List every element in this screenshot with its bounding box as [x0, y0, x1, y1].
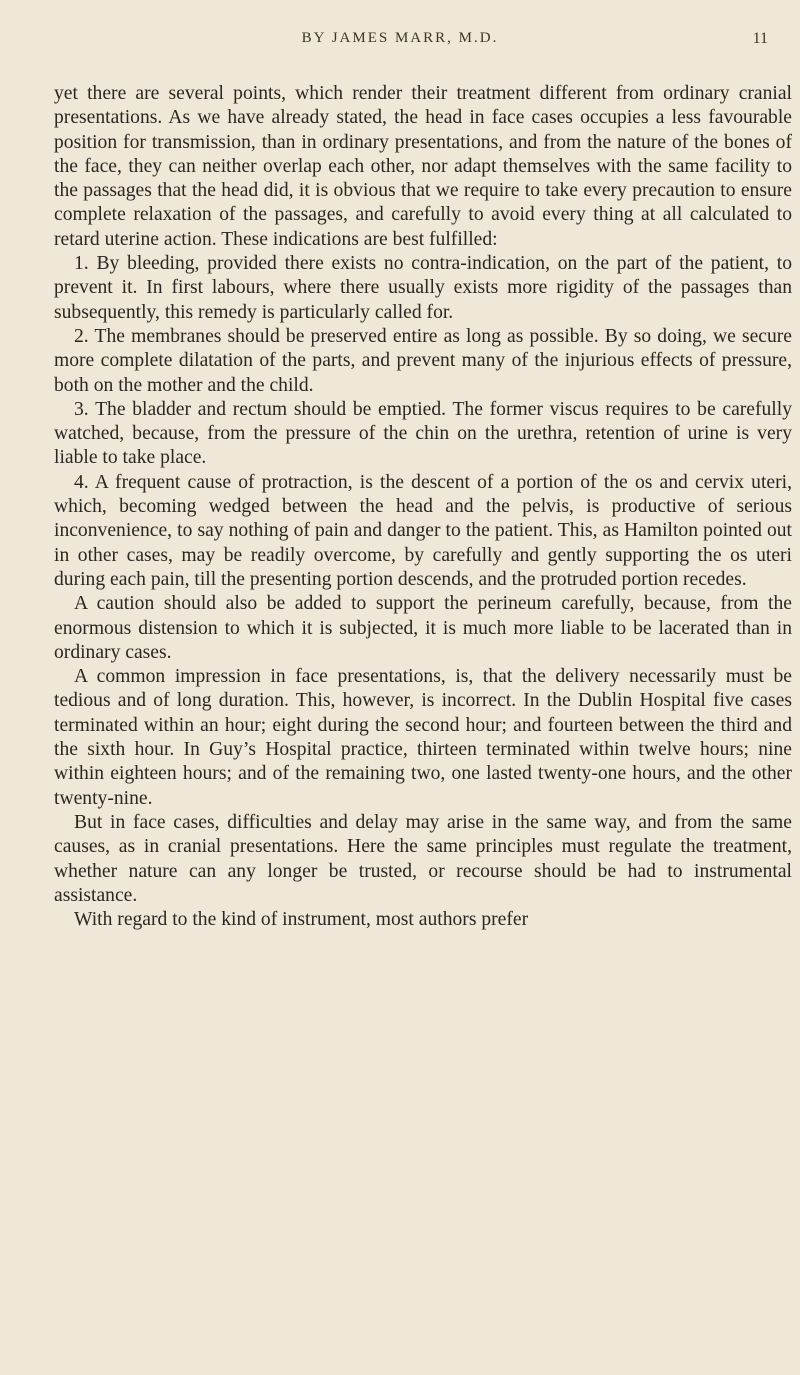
- paragraph-perineum: A caution should also be added to support the perineum carefully, because, from the enormous distension to which it is subjected, it is much more liable to be lacerated than in ordinary cases.: [54, 593, 792, 663]
- paragraph-difficulties: But in face cases, difficulties and delay may arise in the same way, and from the same causes, as in cranial presentations. Here the same principles must regulate the treatment, whether nature can any longer be trusted, or recourse should be had to instrumental assistance.: [54, 811, 792, 906]
- paragraph-item-3: 3. The bladder and rectum should be emptied. The former viscus requires to be carefully watched, because, from the pressure of the chin on the urethra, retention of urine is very liable to take place.: [54, 398, 792, 469]
- paragraph-continuation: yet there are several points, which render their treatment different from ordinary cranial presentations. As we have already stated, the head in face cases occupies a less favourable position for transmission, than in ordinary presentations, and from the nature of the bones of the face, they can neither overlap each other, nor adapt themselves with the same facility to the passages that the head did, it is obvious that we require to take every precaution to ensure complete relaxation of the passages, and carefully to avoid every thing at all calculated to retard uterine action. These indications are best fulfilled:: [54, 83, 792, 250]
- page-header: [0, 30, 800, 54]
- running-head: BY JAMES MARR, M.D.: [301, 30, 499, 46]
- body-text: [54, 82, 792, 932]
- paragraph-instrument: With regard to the kind of instrument, most authors prefer: [74, 909, 529, 931]
- paragraph-duration: A common impression in face presentations, is, that the delivery necessarily must be tedious and of long duration. This, however, is incorrect. In the Dublin Hospital five cases terminated within an hour; eight during the second hour; and fourteen between the third and the sixth hour. In Guy’s Hospital practice, thirteen terminated within twelve hours; nine within eighteen hours; and of the remaining two, one lasted twenty-one hours, and the other twenty-nine.: [54, 666, 792, 809]
- paragraph-item-4: 4. A frequent cause of protraction, is the descent of a portion of the os and cervix uteri, which, becoming wedged between the head and the pelvis, is productive of serious inconvenience, to say nothing of pain and danger to the patient. This, as Hamilton pointed out in other cases, may be readily overcome, by carefully and gently supporting the os uteri during each pain, till the presenting portion descends, and the protruded portion recedes.: [54, 471, 792, 590]
- page-number: 11: [752, 30, 768, 47]
- paragraph-item-2: 2. The membranes should be preserved entire as long as possible. By so doing, we secure more complete dilatation of the parts, and prevent many of the injurious effects of pressure, both on the mother and the child.: [54, 325, 792, 396]
- paragraph-item-1: 1. By bleeding, provided there exists no contra-indication, on the part of the patient, to prevent it. In first labours, where there usually exists more rigidity of the passages than subsequently, this remedy is particularly called for.: [54, 253, 792, 323]
